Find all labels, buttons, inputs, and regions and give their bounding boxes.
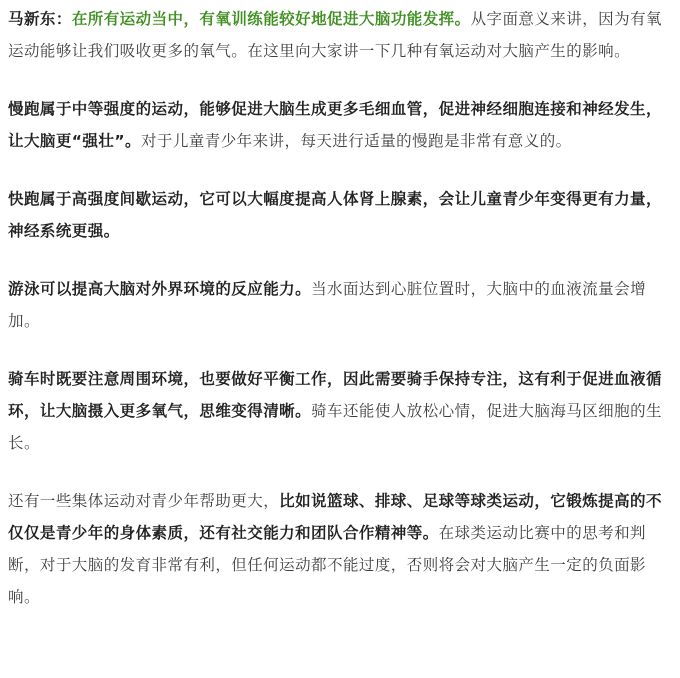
paragraph-text: 对于儿童青少年来讲，每天进行适量的慢跑是非常有意义的。	[140, 132, 572, 150]
paragraph-aerobic-intro	[8, 3, 672, 67]
paragraph-text: 在球类运动比赛中的思考和判断，对于大脑的发育非常有利，但任何运动都不能过度，否则将会对大脑产生一定的负面影响。	[8, 524, 647, 606]
speaker-name: 马新东：	[8, 10, 72, 28]
bold-statement: 比如说篮球、排球、足球等球类运动，它锻炼提高的不仅仅是青少年的身体素质，还有社交能力和团队合作精神等。	[8, 492, 662, 542]
bold-statement: 骑车时既要注意周围环境，也要做好平衡工作，因此需要骑手保持专注，这有利于促进血液循环，让大脑摄入更多氧气，思维变得清晰。	[8, 370, 662, 420]
bold-statement: 慢跑属于中等强度的运动，能够促进大脑生成更多毛细血管，促进神经细胞连接和神经发生，让大脑更“强壮”。	[8, 100, 662, 150]
bold-statement: 游泳可以提高大脑对外界环境的反应能力。	[8, 280, 312, 298]
bold-statement: 快跑属于高强度间歇运动，它可以大幅度提高人体肾上腺素，会让儿童青少年变得更有力量，神经系统更强。	[8, 190, 662, 240]
paragraph-jogging	[8, 93, 672, 157]
paragraph-text: 骑车还能使人放松心情，促进大脑海马区细胞的生长。	[8, 402, 662, 452]
paragraph-text: 从字面意义来讲，因为有氧运动能够让我们吸收更多的氧气。在这里向大家讲一下几种有氧运动对大脑产生的影响。	[8, 10, 662, 60]
paragraph-cycling	[8, 363, 672, 459]
highlight-sentence: 在所有运动当中，有氧训练能较好地促进大脑功能发挥。	[71, 10, 471, 28]
paragraph-text: 当水面达到心脏位置时，大脑中的血液流量会增加。	[8, 280, 647, 330]
paragraph-team-sports	[8, 485, 672, 613]
paragraph-sprinting	[8, 183, 672, 247]
paragraph-swimming	[8, 273, 672, 337]
paragraph-text: 还有一些集体运动对青少年帮助更大，	[8, 492, 280, 510]
